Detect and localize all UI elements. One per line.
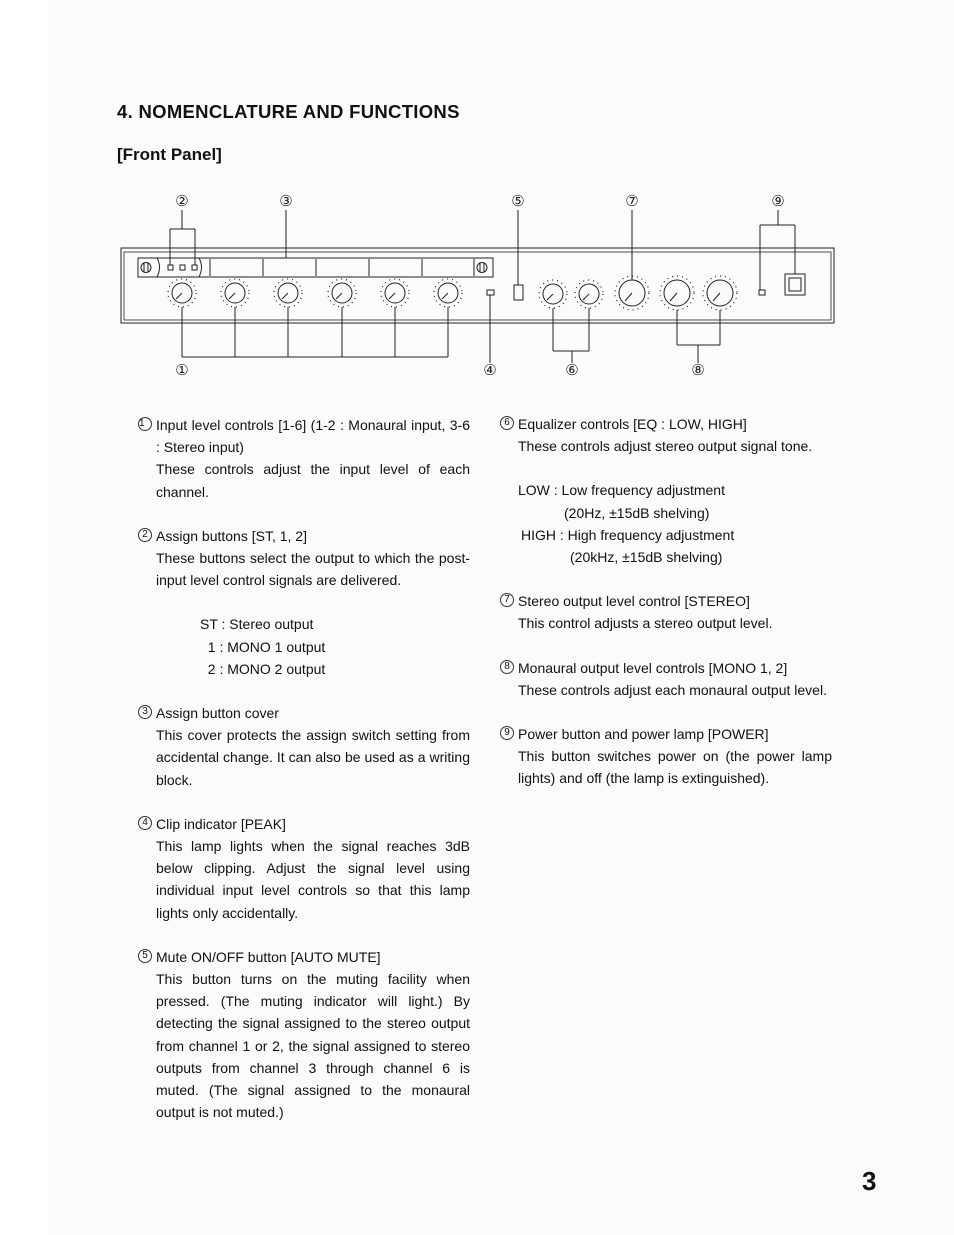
item-description: These controls adjust each monaural output level. — [518, 681, 827, 698]
item-heading — [138, 414, 470, 458]
item-heading — [500, 723, 832, 745]
item-mute-button — [138, 946, 470, 1124]
left-column — [138, 414, 470, 1123]
callout-2: ② — [175, 192, 189, 210]
item-stereo-output — [500, 590, 832, 634]
item-power — [500, 723, 832, 790]
cover-screw-right — [477, 263, 487, 273]
front-panel-heading: [Front Panel] — [117, 145, 222, 164]
item-number: 9 — [500, 726, 514, 740]
callout-8: ⑧ — [691, 361, 705, 379]
assign-st — [168, 265, 173, 270]
item-description: These buttons select the output to which the post-input level control signals are delivered. — [156, 550, 470, 589]
item-title: Power button and power lamp [POWER] — [518, 726, 769, 743]
item-title: Monaural output level controls [MONO 1, 2] — [518, 659, 788, 676]
item-number: 7 — [500, 593, 514, 607]
item-heading — [138, 702, 470, 724]
eq-high-note: (20kHz, ±15dB shelving) — [570, 549, 723, 566]
assign-2 — [192, 265, 197, 270]
item-description: This cover protects the assign switch setting from accidental change. It can also be used as a writing block. — [156, 727, 470, 788]
item-title: Assign button cover — [156, 705, 279, 722]
list-item: 2 : MONO 2 output — [200, 660, 326, 677]
callout-7: ⑦ — [625, 192, 639, 210]
item-title: Input level controls [1-6] (1-2 : Monaural input, 3-6 : Stereo input) — [156, 417, 470, 456]
item-number: 2 — [138, 528, 152, 542]
item-heading — [138, 525, 470, 547]
item-description: This control adjusts a stereo output level. — [518, 615, 773, 632]
item-description: This button turns on the muting facility when pressed. (The muting indicator will light.) By detecting the signal assigned to the stereo output from channel 1 or 2, the signal assigned to stereo outputs from channel 3 through channel 6 is muted. (The signal assigned to the monaural output is not muted.) — [156, 971, 470, 1121]
item-title: Clip indicator [PEAK] — [156, 815, 286, 832]
right-column — [500, 413, 832, 790]
item-title: Equalizer controls [EQ : LOW, HIGH] — [518, 416, 747, 432]
input-level-knobs — [172, 283, 458, 303]
item-number: 4 — [138, 816, 152, 830]
item-number: 5 — [138, 949, 152, 963]
item-heading — [500, 657, 832, 679]
item-assign-buttons — [138, 525, 470, 680]
item-number: 6 — [500, 416, 514, 430]
cover-screw-left — [141, 263, 151, 273]
item-description: These controls adjust the input level of each channel. — [156, 461, 470, 500]
front-panel-diagram — [110, 185, 850, 385]
item-description: This lamp lights when the signal reaches 3dB below clipping. Adjust the signal level using individual input level controls so that this lamp lights only accidentally. — [156, 838, 470, 921]
eq-high: HIGH : High frequency adjustment — [521, 526, 735, 543]
list-item: ST : Stereo output — [200, 616, 314, 633]
callout-9: ⑨ — [771, 192, 785, 210]
item-title: Mute ON/OFF button [AUTO MUTE] — [156, 948, 381, 965]
power-lamp — [759, 290, 765, 295]
assign-1 — [180, 265, 185, 270]
item-number: 1 — [138, 417, 152, 431]
item-heading — [138, 946, 470, 968]
item-number: 3 — [138, 705, 152, 719]
callout-4: ④ — [483, 361, 497, 379]
section-title: 4. NOMENCLATURE AND FUNCTIONS — [117, 101, 460, 122]
item-monaural-output — [500, 657, 832, 701]
callout-1: ① — [175, 361, 189, 379]
item-heading — [500, 413, 832, 435]
eq-low: LOW : Low frequency adjustment — [518, 482, 725, 499]
item-description: This button switches power on (the power lamp lights) and off (the lamp is extinguished). — [518, 748, 832, 787]
peak-indicator — [487, 290, 494, 295]
item-title: Assign buttons [ST, 1, 2] — [156, 527, 307, 544]
item-description: These controls adjust stereo output signal tone. — [518, 438, 813, 455]
page-number: 3 — [862, 1166, 877, 1196]
auto-mute-button — [514, 285, 523, 300]
item-equalizer — [500, 413, 832, 568]
item-heading — [500, 590, 832, 612]
callout-3: ③ — [279, 192, 293, 210]
item-heading — [138, 813, 470, 835]
callout-6: ⑥ — [565, 361, 579, 379]
item-input-level — [138, 414, 470, 503]
assign-list — [138, 613, 470, 680]
item-number: 8 — [500, 660, 514, 674]
item-assign-cover — [138, 702, 470, 791]
callout-5: ⑤ — [511, 192, 525, 210]
list-item: 1 : MONO 1 output — [200, 638, 326, 655]
power-button — [785, 274, 805, 295]
item-clip-indicator — [138, 813, 470, 924]
item-title: Stereo output level control [STEREO] — [518, 593, 750, 610]
eq-low-note: (20Hz, ±15dB shelving) — [564, 504, 710, 521]
